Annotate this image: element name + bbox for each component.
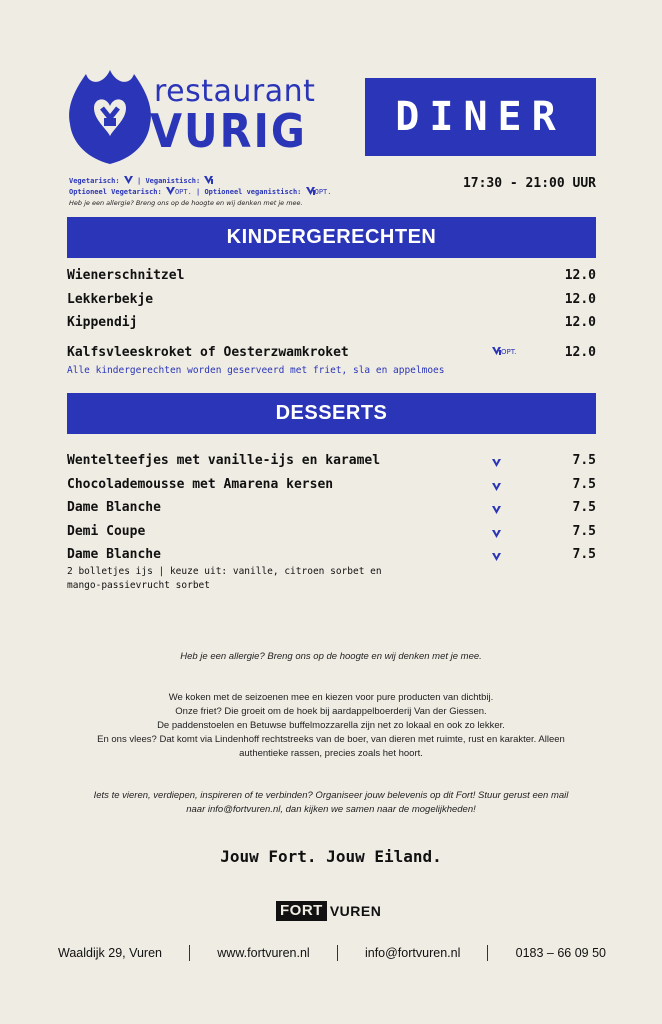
list-item: [67, 268, 596, 292]
allergy-note: Heb je een allergie? Breng ons op de hoogte en wij denken met je mee.: [180, 651, 482, 662]
item-name: Chocolademousse met Amarena kersen: [67, 476, 334, 492]
vegan-icon: [492, 347, 501, 355]
item-price: 7.5: [572, 476, 596, 492]
legend-vegan: Veganistisch:: [145, 177, 201, 185]
list-item: [67, 292, 596, 316]
vegetarian-icon: [492, 459, 501, 467]
divider: [487, 945, 488, 961]
vegetarian-icon: [492, 530, 501, 538]
item-name: Dame Blanche: [67, 547, 161, 562]
vegan-icon: [306, 187, 315, 195]
section-title-kids: KINDERGERECHTEN: [67, 217, 596, 258]
legend-opt-vegetarian: Optioneel Vegetarisch:: [69, 188, 162, 196]
fort-vuren-logo: [276, 901, 381, 921]
section-title-desserts: DESSERTS: [67, 393, 596, 434]
logo-text-restaurant: restaurant: [154, 74, 316, 109]
item-price: 12.0: [564, 315, 596, 330]
website-link[interactable]: www.fortvuren.nl: [217, 946, 310, 960]
fort-logo-box: FORT: [276, 901, 327, 921]
item-name: Kippendij: [67, 315, 138, 330]
restaurant-logo: [64, 66, 334, 166]
story-text: We koken met de seizoenen mee en kiezen voor pure producten van dichtbij. Onze friet? Die groeit om de hoek bij aardappelboerderij Van der Giessen. De paddenstoelen en Betuwse buffelmozzarella zijn net zo lokaal en ook zo lekker. En ons vlees? Dat komt via Lindenhoff rechtstreeks van de boer, van dieren met ruimte, rust en karakter. Alleen authentieke rassen, precies zoals het hoort.: [97, 692, 565, 759]
item-price: 12.0: [564, 344, 596, 360]
item-price: 7.5: [572, 523, 596, 539]
list-item: [67, 453, 596, 477]
phone-number[interactable]: 0183 – 66 09 50: [515, 946, 606, 960]
diet-legend: Vegetarisch: | Veganistisch: Optioneel Vegetarisch: OPT. | Optioneel veganistisch: OPT. Heb je een allergie? Breng ons op de hoogte en wij denken met je mee.: [69, 177, 332, 207]
list-item: [67, 500, 596, 524]
menu-title: DINER: [365, 78, 596, 156]
divider: [189, 945, 190, 961]
logo-text-vurig: VURIG: [150, 104, 307, 158]
event-text: Iets te vieren, verdiepen, inspireren of te verbinden? Organiseer jouw belevenis op dit Fort! Stuur gerust een mail naar info@fortvuren.nl, dan kijken we samen naar de mogelijkheden!: [93, 790, 569, 815]
vegetarian-icon: [492, 483, 501, 491]
item-name: Dame Blanche: [67, 500, 161, 515]
list-item: [67, 345, 596, 369]
item-price: 12.0: [564, 268, 596, 283]
legend-allergy-note: Heb je een allergie? Breng ons op de hoogte en wij denken met je mee.: [69, 199, 303, 207]
list-item: [67, 477, 596, 501]
item-name: Wienerschnitzel: [67, 268, 185, 283]
kids-note: Alle kindergerechten worden geserveerd met friet, sla en appelmoes: [67, 365, 445, 376]
list-item: [67, 315, 596, 339]
item-price: 7.5: [572, 500, 596, 515]
kids-menu-list: [67, 268, 596, 376]
item-name: Demi Coupe: [67, 523, 146, 539]
flame-heart-logo-icon: [64, 66, 156, 166]
item-price: 12.0: [564, 291, 596, 307]
item-name: Kalfsvleeskroket of Oesterzwamkroket: [67, 344, 349, 360]
desserts-menu-list: [67, 453, 596, 593]
vegan-icon: [204, 176, 213, 184]
dessert-note: 2 bolletjes ijs | keuze uit: vanille, citroen sorbet en mango-passievrucht sorbet: [67, 565, 382, 591]
opt-vegan-badge: OPT.: [492, 347, 516, 356]
vegetarian-icon: [492, 553, 501, 561]
legend-opt-vegan: Optioneel veganistisch:: [204, 188, 302, 196]
item-price: 7.5: [572, 453, 596, 468]
opening-hours: 17:30 - 21:00 UUR: [462, 176, 596, 191]
divider: [337, 945, 338, 961]
contact-bar: [58, 945, 606, 961]
list-item: [67, 547, 596, 571]
vegetarian-icon: [166, 187, 175, 195]
fort-logo-text: VUREN: [329, 903, 382, 919]
list-item: [67, 524, 596, 548]
email-link[interactable]: info@fortvuren.nl: [364, 946, 461, 960]
address: Waaldijk 29, Vuren: [58, 946, 162, 960]
slogan: Jouw Fort. Jouw Eiland.: [220, 847, 442, 866]
item-name: Lekkerbekje: [67, 291, 154, 307]
vegetarian-icon: [492, 506, 501, 514]
item-price: 7.5: [572, 547, 596, 562]
legend-vegetarian: Vegetarisch:: [69, 177, 120, 185]
vegetarian-icon: [124, 176, 133, 184]
item-name: Wentelteefjes met vanille-ijs en karamel: [67, 453, 381, 468]
